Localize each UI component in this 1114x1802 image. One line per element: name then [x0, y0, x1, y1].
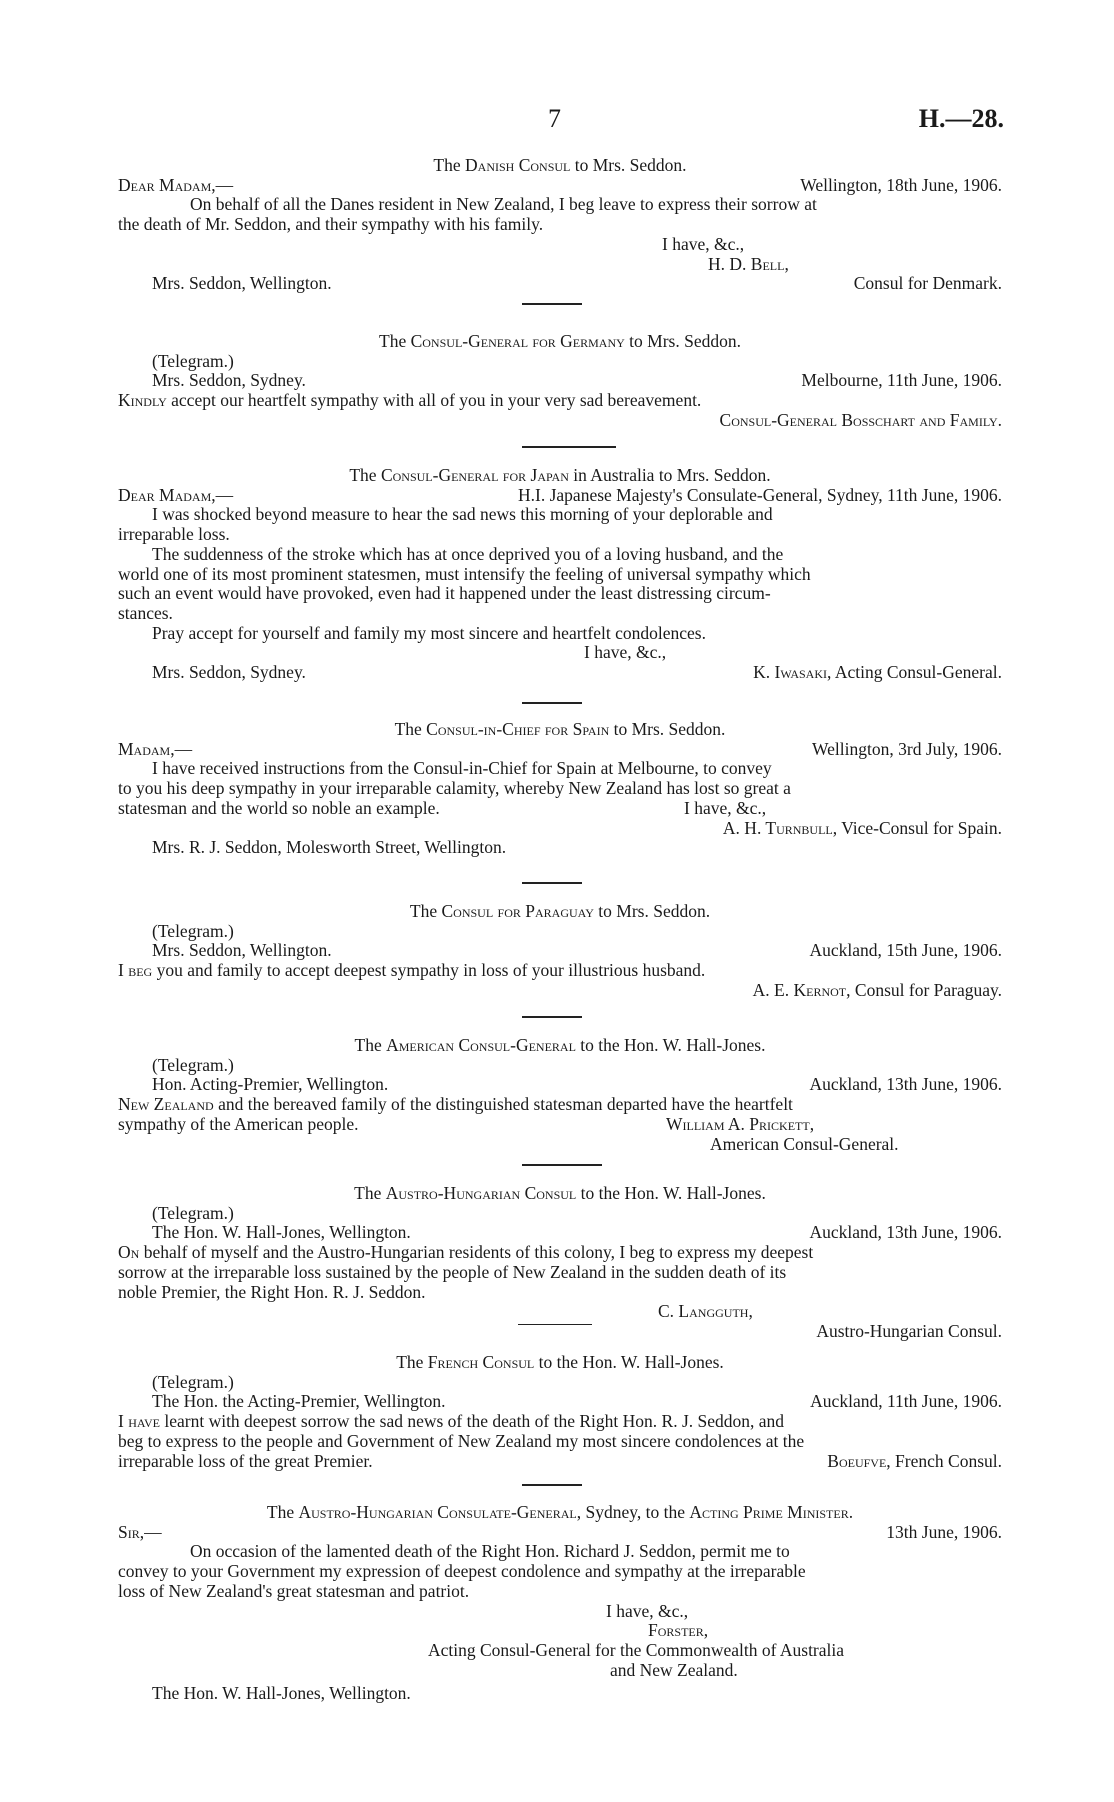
signature: Boeufve, [827, 1450, 891, 1471]
signature: C. Langguth, [658, 1301, 753, 1322]
body-line: beg to express to the people and Government of New Zealand my most sincere condolences at the [118, 1430, 805, 1451]
section-divider [522, 1164, 602, 1166]
body-line: irreparable loss of the great Premier. Boeufve, French Consul. [118, 1450, 1002, 1471]
letter-heading: The American Consul-General to the Hon. W. Hall-Jones. [354, 1035, 766, 1055]
body-line: On occasion of the lamented death of the Right Hon. Richard J. Seddon, permit me to [190, 1541, 790, 1562]
addressee: Mrs. R. J. Seddon, Molesworth Street, Wellington. [152, 837, 507, 858]
body-line: loss of New Zealand's great statesman and patriot. [118, 1580, 470, 1601]
addressee: The Hon. W. Hall-Jones, Wellington. [152, 1683, 411, 1704]
body-line: to you his deep sympathy in your irreparable calamity, whereby New Zealand has lost so great a [118, 778, 791, 799]
dateline: Wellington, 18th June, 1906. [800, 174, 1002, 195]
body-line: such an event would have provoked, even had it happened under the least distressing circum- [118, 583, 771, 604]
letter-spanish-consul [118, 720, 1002, 858]
addressee: The Hon. the Acting-Premier, Wellington. [152, 1391, 446, 1412]
closing: I have, &c., [606, 1600, 689, 1621]
signature-title: American Consul-General. [710, 1133, 899, 1154]
signature: Consul-General Bosschart and Family. [719, 409, 1002, 430]
addressee: Mrs. Seddon, Sydney. [152, 662, 306, 683]
section-divider [522, 882, 582, 884]
body-line: convey to your Government my expression of deepest condolence and sympathy at the irreparable [118, 1561, 806, 1582]
body-line: sympathy of the American people. William A. Prickett, [118, 1113, 815, 1134]
signature-title: French Consul. [895, 1450, 1002, 1471]
signature-title: Acting Consul-General for the Commonwealth of Australia [428, 1639, 845, 1660]
letter-paraguay-consul [118, 902, 1002, 1001]
dateline: Auckland, 11th June, 1906. [810, 1391, 1002, 1412]
signature-title: Vice-Consul for Spain. [841, 817, 1002, 838]
section-divider [522, 1016, 582, 1018]
body-line: On behalf of all the Danes resident in New Zealand, I beg leave to express their sorrow at [190, 194, 817, 215]
letter-heading: The Austro-Hungarian Consul to the Hon. W. Hall-Jones. [354, 1183, 766, 1203]
signature: K. Iwasaki, [753, 662, 832, 683]
dateline: H.I. Japanese Majesty's Consulate-General, Sydney, 11th June, 1906. [518, 484, 1002, 505]
signature: A. E. Kernot, [752, 979, 851, 1000]
signature: William A. Prickett, [666, 1113, 815, 1134]
dateline: Auckland, 13th June, 1906. [809, 1074, 1002, 1095]
letter-american-consul [118, 1036, 1002, 1154]
body-line: Pray accept for yourself and family my most sincere and heartfelt condolences. [152, 622, 706, 643]
body-line: the death of Mr. Seddon, and their sympathy with his family. [118, 214, 544, 235]
salutation: Dear Madam,— [118, 174, 234, 195]
document-reference: H.—28. [918, 104, 1004, 133]
letter-heading: The Consul-General for Japan in Australia to Mrs. Seddon. [349, 465, 771, 485]
letter-german-consul [118, 332, 1002, 431]
body-line: sorrow at the irreparable loss sustained by the people of New Zealand in the sudden death of its [118, 1261, 787, 1282]
body-line: New Zealand and the bereaved family of the distinguished statesman departed have the heartfelt [118, 1094, 793, 1115]
signature-title: and New Zealand. [610, 1659, 738, 1680]
addressee: Mrs. Seddon, Sydney. [152, 370, 306, 391]
telegram-label: (Telegram.) [152, 1054, 234, 1075]
closing: I have, &c., [662, 233, 745, 254]
dateline: Auckland, 15th June, 1906. [809, 940, 1002, 961]
signature-title: Consul for Denmark. [853, 273, 1002, 294]
body-line: stances. [118, 602, 173, 623]
telegram-label: (Telegram.) [152, 1371, 234, 1392]
signature: H. D. Bell, [708, 253, 789, 274]
salutation: Madam,— [118, 738, 193, 759]
letter-austro-hungarian-consul [118, 1184, 1002, 1342]
telegram-label: (Telegram.) [152, 350, 234, 371]
addressee: Hon. Acting-Premier, Wellington. [152, 1074, 389, 1095]
signature: Forster, [648, 1620, 709, 1641]
section-divider [522, 303, 582, 305]
body-line: world one of its most prominent statesmen, must intensify the feeling of universal sympathy which [118, 563, 811, 584]
body-line: I have learnt with deepest sorrow the sad news of the death of the Right Hon. R. J. Seddon, and [118, 1411, 785, 1432]
body-line: irreparable loss. [118, 524, 230, 545]
letter-heading: The Consul-General for Germany to Mrs. Seddon. [379, 331, 741, 351]
signature: A. H. Turnbull, [722, 817, 838, 838]
section-divider [518, 1324, 592, 1325]
letter-heading: The Austro-Hungarian Consulate-General, Sydney, to the Acting Prime Minister. [266, 1502, 854, 1522]
closing: I have, &c., [584, 642, 667, 663]
letter-heading: The Consul-in-Chief for Spain to Mrs. Seddon. [394, 719, 726, 739]
salutation: Sir,— [118, 1521, 162, 1542]
addressee: The Hon. W. Hall-Jones, Wellington. [152, 1222, 411, 1243]
section-divider [522, 446, 616, 448]
salutation: Dear Madam,— [118, 484, 234, 505]
closing: I have, &c., [684, 797, 767, 818]
dateline: Auckland, 13th June, 1906. [809, 1222, 1002, 1243]
body-line: On behalf of myself and the Austro-Hungarian residents of this colony, I beg to express my deepest [118, 1242, 814, 1263]
dateline: Melbourne, 11th June, 1906. [801, 370, 1002, 391]
dateline: Wellington, 3rd July, 1906. [812, 738, 1002, 759]
letter-heading: The Consul for Paraguay to Mrs. Seddon. [409, 901, 711, 921]
addressee: Mrs. Seddon, Wellington. [152, 273, 332, 294]
letter-austro-hungarian-consulate-general [118, 1503, 1002, 1704]
page-number: 7 [548, 104, 561, 133]
body-line: I have received instructions from the Consul-in-Chief for Spain at Melbourne, to convey [152, 758, 772, 779]
section-divider [522, 702, 582, 704]
letter-heading: The French Consul to the Hon. W. Hall-Jones. [396, 1352, 724, 1372]
letter-heading: The Danish Consul to Mrs. Seddon. [433, 155, 687, 175]
letter-japanese-consul [118, 466, 1002, 683]
letter-danish-consul [118, 156, 1002, 294]
body-line: statesman and the world so noble an example. I have, &c., [118, 797, 767, 818]
telegram-label: (Telegram.) [152, 1202, 234, 1223]
body-line: The suddenness of the stroke which has at once deprived you of a loving husband, and the [152, 543, 784, 564]
section-divider [522, 1484, 582, 1486]
dateline: 13th June, 1906. [886, 1521, 1002, 1542]
telegram-label: (Telegram.) [152, 920, 234, 941]
body-line: noble Premier, the Right Hon. R. J. Seddon. [118, 1281, 426, 1302]
signature-title: Austro-Hungarian Consul. [816, 1320, 1002, 1341]
signature-title: Acting Consul-General. [834, 662, 1002, 683]
body-line: Kindly accept our heartfelt sympathy with all of you in your very sad bereavement. [118, 390, 702, 411]
body-line: I was shocked beyond measure to hear the sad news this morning of your deplorable and [152, 504, 773, 525]
letter-french-consul [118, 1353, 1002, 1471]
signature-title: Consul for Paraguay. [854, 979, 1002, 1000]
body-line: I beg you and family to accept deepest sympathy in loss of your illustrious husband. [118, 960, 706, 981]
addressee: Mrs. Seddon, Wellington. [152, 940, 332, 961]
